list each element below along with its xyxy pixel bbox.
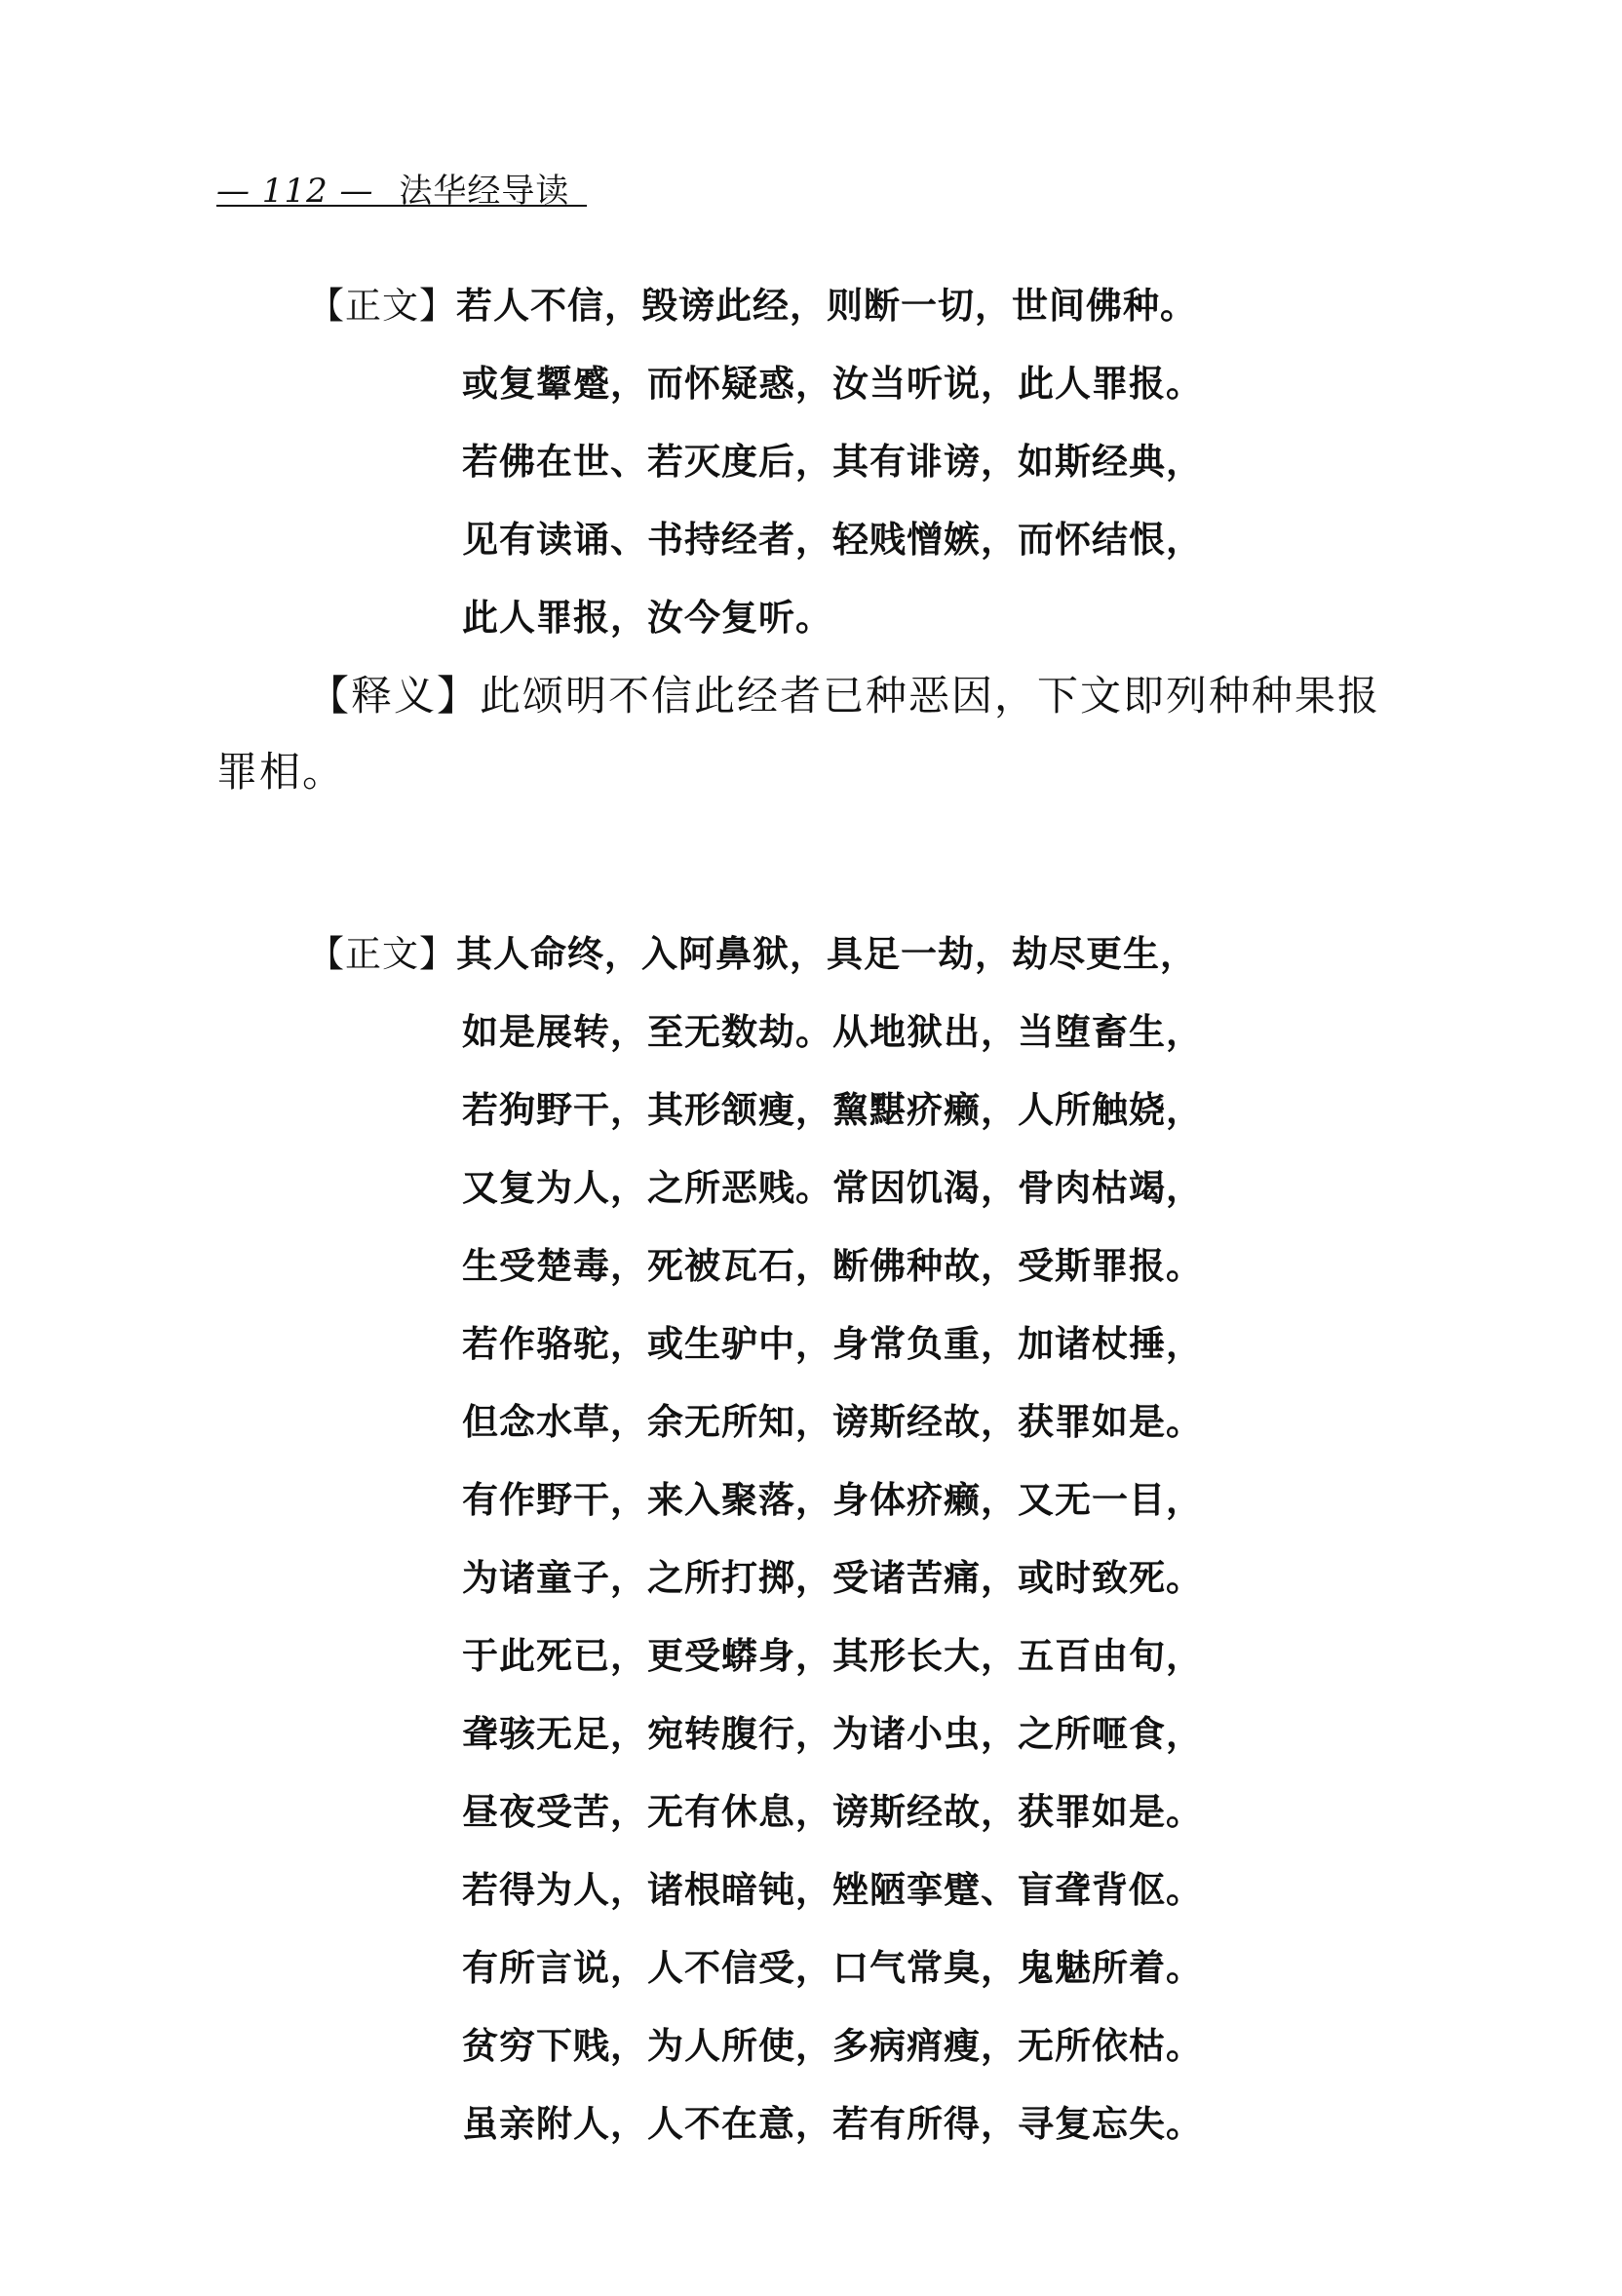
verse-line: 见有读诵、书持经者，轻贱憎嫉，而怀结恨， — [462, 519, 1203, 561]
verse-line: 有所言说，人不信受，口气常臭，鬼魅所着。 — [462, 1947, 1203, 1989]
verse-text: 其人命终，入阿鼻狱，具足一劫，劫尽更生， — [456, 933, 1197, 975]
verse-line: 若狗野干，其形颔瘦，黧黮疥癞，人所触娆， — [462, 1089, 1203, 1131]
verse-line: 有作野干，来入聚落，身体疥癞，又无一目， — [462, 1479, 1203, 1521]
verse-line: 此人罪报，汝今复听。 — [462, 597, 832, 639]
header-rule — [216, 205, 587, 207]
verse-line: 生受楚毒，死被瓦石，断佛种故，受斯罪报。 — [462, 1245, 1203, 1287]
verse-line — [308, 924, 1197, 977]
verse-line: 若作骆驼，或生驴中，身常负重，加诸杖捶， — [462, 1323, 1203, 1365]
explanation-paragraph — [216, 658, 1415, 810]
verse-line: 如是展转，至无数劫。从地狱出，当堕畜生， — [462, 1011, 1203, 1053]
book-title: 法华经导读 — [399, 172, 570, 211]
verse-line: 聋骇无足，宛转腹行，为诸小虫，之所咂食， — [462, 1713, 1203, 1755]
verse-line: 虽亲附人，人不在意，若有所得，寻复忘失。 — [462, 2103, 1203, 2145]
page-number: — 112 — — [216, 172, 374, 211]
section-label: 【释义】 — [308, 672, 481, 720]
verse-line: 但念水草，余无所知，谤斯经故，获罪如是。 — [462, 1401, 1203, 1443]
verse-line: 为诸童子，之所打掷，受诸苦痛，或时致死。 — [462, 1557, 1203, 1599]
section-label: 【正文】 — [308, 285, 456, 327]
verse-line — [308, 276, 1197, 329]
verse-line: 昼夜受苦，无有休息，谤斯经故，获罪如是。 — [462, 1791, 1203, 1833]
verse-line: 贫穷下贱，为人所使，多病痟瘦，无所依枯。 — [462, 2025, 1203, 2067]
verse-line: 若得为人，诸根暗钝，矬陋挛躄、盲聋背伛。 — [462, 1869, 1203, 1911]
verse-line: 若佛在世、若灭度后，其有诽谤，如斯经典， — [462, 441, 1203, 483]
section-label: 【正文】 — [308, 933, 456, 975]
verse-line: 又复为人，之所恶贱。常因饥渴，骨肉枯竭， — [462, 1167, 1203, 1209]
verse-line: 于此死已，更受蟒身，其形长大，五百由旬， — [462, 1635, 1203, 1677]
verse-line: 或复颦蹙，而怀疑惑，汝当听说，此人罪报。 — [462, 363, 1203, 405]
explanation-text: 此颂明不信此经者已种恶因，下文即列种种果报罪相。 — [216, 672, 1381, 796]
verse-text: 若人不信，毁谤此经，则断一切，世间佛种。 — [456, 285, 1197, 327]
